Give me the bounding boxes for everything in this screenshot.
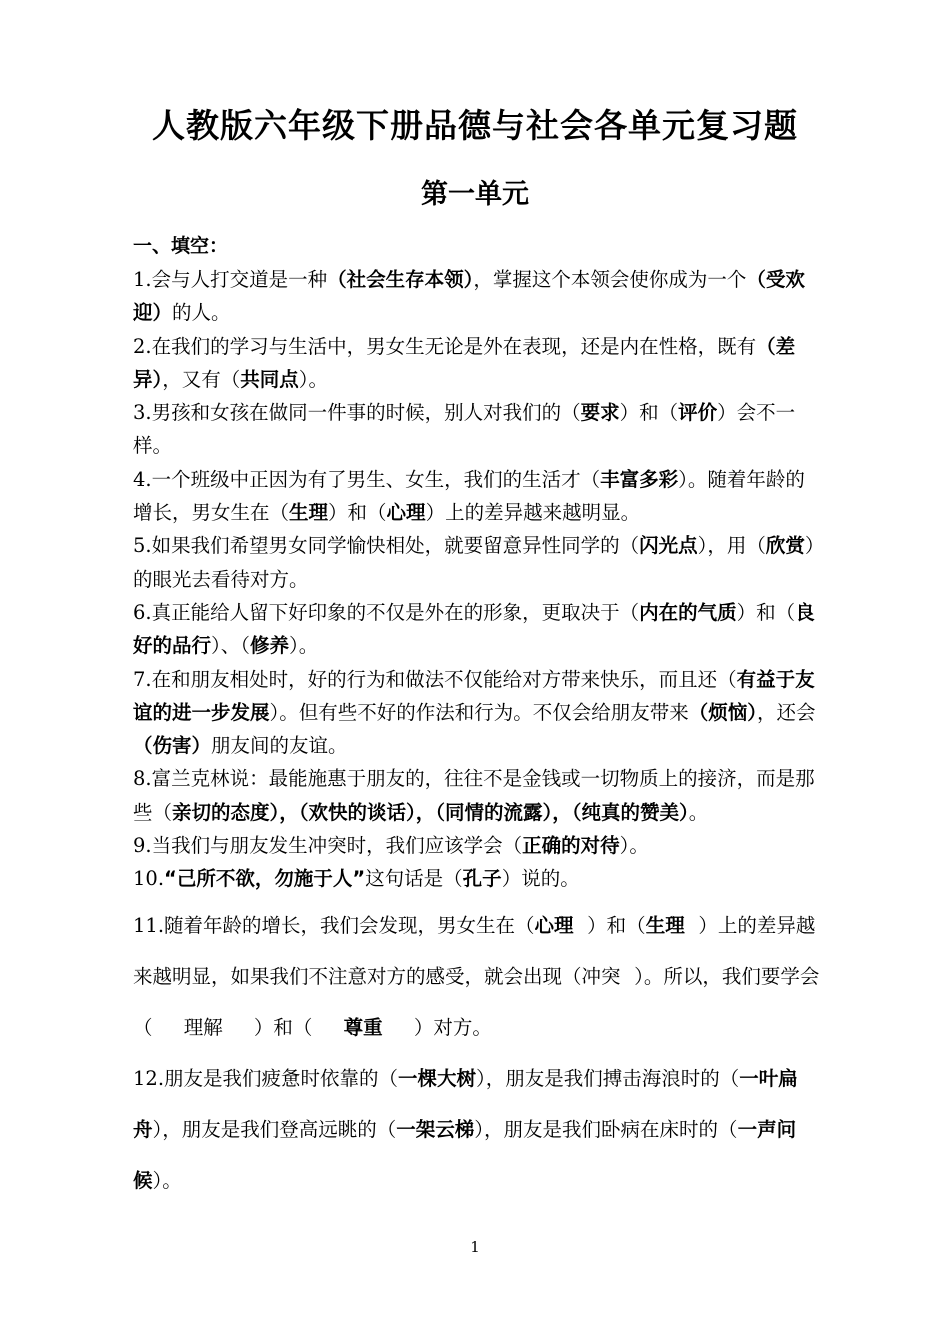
unit-heading: 第一单元 (421, 179, 529, 210)
answer: 一架云梯 (396, 1117, 475, 1141)
document-title: 人教版六年级下册品德与社会各单元复习题 (152, 106, 798, 145)
answer: （伤害） (133, 734, 212, 758)
answer: 良好的品行 (133, 600, 815, 658)
question-6: 6.真正能给人留下好印象的不仅是外在的形象，更取决于（内在的气质）和（良好的品行）、（修养）。 (133, 600, 815, 658)
answer: （烦恼） (688, 700, 758, 724)
answer: （社会生存本领） (327, 268, 474, 291)
question-9: 9.当我们与朋友发生冲突时，我们应该学会（正确的对待）。 (133, 834, 649, 858)
answer: 孔子 (462, 867, 502, 891)
question-3: 3.男孩和女孩在做同一件事的时候，别人对我们的（要求）和（评价）会不一样。 (133, 401, 796, 458)
question-5: 5.如果我们希望男女同学愉快相处，就要留意异性同学的（闪光点），用（欣赏）的眼光去看待对方。 (133, 534, 815, 591)
answer: 共同点 (240, 367, 299, 391)
question-10: 10.“己所不欲，勿施于人”这句话是（孔子）说的。 (133, 867, 580, 891)
answer: 一声问候 (133, 1117, 797, 1192)
answer: 丰富多彩 (600, 467, 679, 491)
answer: 尊重 (343, 1015, 383, 1039)
question-8: 8.富兰克林说：最能施惠于朋友的，往往不是金钱或一切物质上的接济，而是那些（亲切的态度），（欢快的谈话），（同情的流露），（纯真的赞美）。 (133, 767, 815, 824)
answer: （差异） (133, 334, 796, 391)
quote: “己所不欲，勿施于人” (164, 867, 366, 891)
answer: 一棵大树 (398, 1066, 477, 1090)
answer: 有益于友谊的进一步发展 (133, 667, 815, 724)
document-body (133, 230, 823, 1206)
question-7: 7.在和朋友相处时，好的行为和做法不仅能给对方带来快乐，而且还（有益于友谊的进一步发展）。但有些不好的作法和行为。不仅会给朋友带来（烦恼），还会（伤害）朋友间的友谊。 (133, 667, 816, 758)
page-number: 1 (470, 1238, 480, 1256)
answer: 评价 (678, 401, 718, 425)
question-1: 1.会与人打交道是一种（社会生存本领），掌握这个本领会使你成为一个（受欢迎）的人。 (133, 268, 805, 325)
question-2: 2.在我们的学习与生活中，男女生无论是外在表现，还是内在性格，既有（差异），又有（共同点）。 (133, 334, 796, 391)
answer: 生理 (289, 501, 329, 525)
section-heading: 一、填空： (133, 235, 229, 257)
answer: （受欢迎） (133, 268, 805, 325)
answer: 要求 (580, 401, 620, 425)
answer: 生理 (645, 913, 685, 937)
question-12: 12.朋友是我们疲惫时依靠的（一棵大树），朋友是我们搏击海浪时的（一叶扁舟），朋友是我们登高远眺的（一架云梯），朋友是我们卧病在床时的（一声问候）。 (133, 1066, 798, 1192)
answer: 心理 (534, 913, 574, 937)
question-4: 4.一个班级中正因为有了男生、女生，我们的生活才（丰富多彩）。随着年龄的增长，男女生在（生理）和（心理）上的差异越来越明显。 (133, 467, 805, 525)
answer: 欣赏 (765, 534, 805, 558)
answer: 一叶扁舟 (133, 1066, 798, 1141)
answer: 内在的气质 (639, 600, 737, 624)
answer: 正确的对待 (522, 834, 620, 858)
answer: 亲切的态度），（欢快的谈话），（同情的流露），（纯真的赞美） (172, 800, 689, 824)
answer: 闪光点 (639, 534, 698, 558)
question-11: 11.随着年龄的增长，我们会发现，男女生在（心理 ）和（生理 ）上的差异越来越明显，如果我们不注意对方的感受，就会出现（冲突 ）。所以，我们要学会（ 理解 ）和（ 尊重 ）对方。 (133, 913, 820, 1039)
answer: 心理 (386, 501, 426, 525)
answer: 修养 (250, 634, 290, 658)
